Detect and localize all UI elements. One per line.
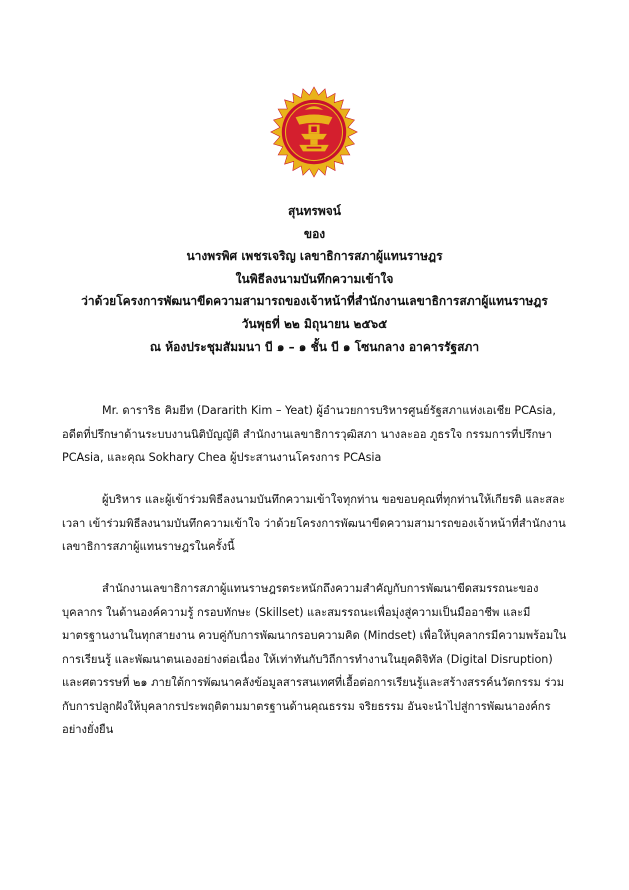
ceremony-title: ในพิธีลงนามบันทึกความเข้าใจ (235, 271, 394, 286)
speech-title: สุนทรพจน์ (287, 204, 342, 218)
parliament-emblem (268, 86, 360, 178)
project-title: ว่าด้วยโครงการพัฒนาขีดความสามารถของเจ้าหน้าที่สำนักงานเลขาธิการสภาผู้แทนราษฎร (81, 294, 548, 309)
header-of: ของ (303, 226, 326, 241)
event-venue: ณ ห้องประชุมสัมมนา บี ๑ – ๑ ชั้น บี ๑ โซนกลาง อาคารรัฐสภา (149, 339, 480, 354)
paragraph-greeting: Mr. ดาราริธ คิมยีท (Dararith Kim – Yeat) ผู้อำนวยการบริหารศูนย์รัฐสภาแห่งเอเชีย PCAsia, อดีตที่ปรึกษาด้านระบบงานนิติบัญญัติ สำนักงานเลขาธิการวุฒิสภา นางละออ ภูธรใจ กรรมการที่ปรึกษา PCAsia, และคุณ Sokhary Chea ผู้ประสานงานโครงการ PCAsia (62, 404, 556, 464)
paragraph-development: สำนักงานเลขาธิการสภาผู้แทนราษฎรตระหนักถึงความสำคัญกับการพัฒนาขีดสมรรถนะของบุคลากร ในด้านองค์ความรู้ กรอบทักษะ (Skillset) และสมรรถนะเพื่อมุ่งสู่ความเป็นมืออาชีพ และมีมาตรฐานงานในทุกสายงาน ควบคู่กับการพัฒนากรอบความคิด (Mindset) เพื่อให้บุคลากรมีความพร้อมในการเรียนรู้ และพัฒนาตนเองอย่างต่อเนื่อง ให้เท่าทันกับวิถีการทำงานในยุคดิจิทัล (Digital Disruption) และศตวรรษที่ ๒๑ ภายใต้การพัฒนาคลังข้อมูลสารสนเทศที่เอื้อต่อการเรียนรู้และสร้างสรรค์นวัตกรรม ร่วมกับการปลูกฝังให้บุคลากรประพฤติตามมาตรฐานด้านคุณธรรม จริยธรรม อันจะนำไปสู่การพัฒนาองค์กรอย่างยั่งยืน (62, 582, 567, 736)
speaker-name: นางพรพิศ เพชรเจริญ เลขาธิการสภาผู้แทนราษฎร (186, 249, 443, 264)
event-date: วันพุธที่ ๒๒ มิถุนายน ๒๕๖๕ (241, 316, 388, 331)
paragraph-welcome: ผู้บริหาร และผู้เข้าร่วมพิธีลงนามบันทึกความเข้าใจทุกท่าน ขอขอบคุณที่ทุกท่านให้เกียรติ และสละเวลา เข้าร่วมพิธีลงนามบันทึกความเข้าใจ ว่าด้วยโครงการพัฒนาขีดความสามารถของเจ้าหน้าที่สำนักงานเลขาธิการสภาผู้แทนราษฎรในครั้งนี้ (62, 493, 566, 553)
speech-header (0, 200, 629, 358)
